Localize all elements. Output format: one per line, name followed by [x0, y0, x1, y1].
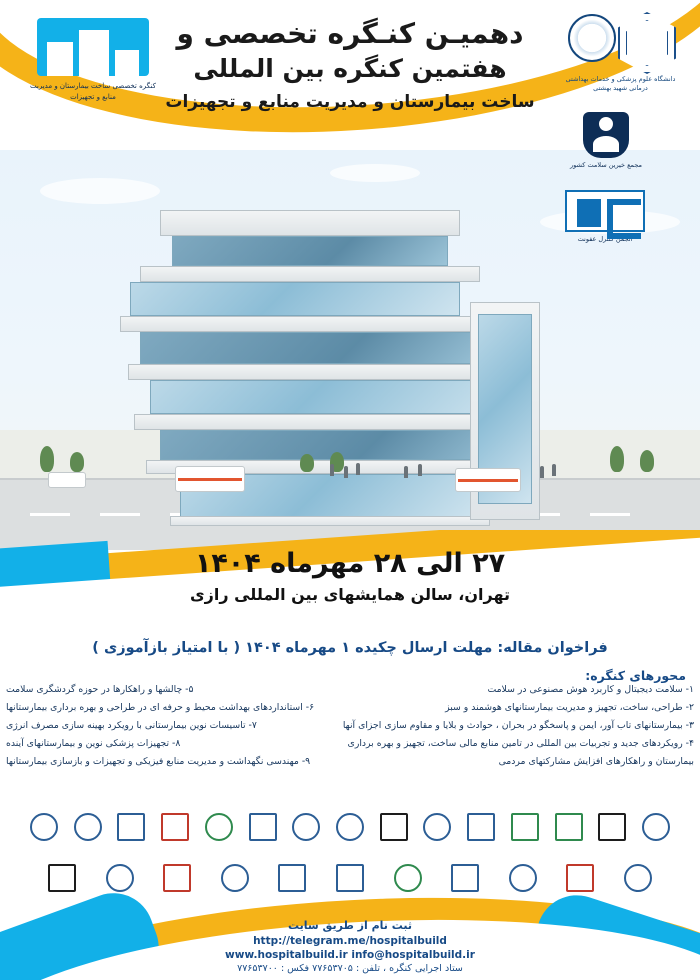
car-far-left	[48, 472, 86, 488]
sponsor-logo-shahid-beheshti	[634, 805, 678, 849]
telegram-link[interactable]: http://telegram.me/hospitalbuild	[253, 935, 447, 947]
title-line-3: ساخت بیمارستان و مدیریت منابع و تجهیزات	[165, 92, 535, 113]
call-for-papers: فراخوان مقاله: مهلت ارسال چکیده ۱ مهرماه ۱۴۰۴ ( با امتیاز بازآموزی )	[92, 640, 608, 656]
health-alliance-emblem-icon	[583, 112, 629, 158]
title-line-1: دهمیـن کنـگره تخصصی و	[176, 17, 524, 50]
topics-column-right	[342, 684, 694, 774]
topic-item: ۲- طراحی، ساخت، تجهیز و مدیریت بیمارستانهای هوشمند و سبز	[445, 702, 694, 714]
sponsor-logo-120	[109, 805, 153, 849]
topic-item: ۴- رویکردهای جدید و تجربیات بین المللی در تامین منابع مالی ساخت، تجهیز و بهره برداری	[347, 738, 694, 750]
sponsor-logo-moj	[591, 805, 635, 849]
topic-item: ۸- تجهیزات پزشکی نوین و بیمارستانهای آینده	[6, 738, 181, 750]
topics-column-left	[6, 684, 351, 774]
poster-title-block	[150, 16, 550, 112]
topic-item: ۷- تاسیسات نوین بیمارستانی با رویکرد بهینه سازی مصرف انرژی	[6, 720, 257, 732]
topic-item-continuation: بیمارستان و راهکارهای افزایش مشارکتهای مردمی	[498, 756, 694, 768]
website-link[interactable]: www.hospitalbuild.ir info@hospitalbuild.ir	[225, 949, 475, 961]
topics-heading: محورهای کنگره:	[585, 668, 686, 683]
congress-venue: تهران، سالن همایشهای بین المللی رازی	[189, 585, 511, 604]
infection-control-icon	[565, 190, 645, 232]
topic-item: ۱- سلامت دیجیتال و کاربرد هوش مصنوعی در سلامت	[487, 684, 694, 695]
sponsor-logo-diamond	[241, 805, 285, 849]
sponsor-logo-lizer	[547, 805, 591, 849]
sponsor-row-1	[22, 804, 678, 851]
university-hex-icon	[618, 12, 676, 74]
footer-text-block	[0, 919, 700, 974]
contact-info: ستاد اجرایی کنگره ، تلفن : ۷۷۶۵۳۷۰۵ فکس : ۷۷۶۵۳۷۰۰	[237, 963, 463, 974]
infection-control-label: انجمن کنترل عفونت	[577, 235, 633, 243]
poster-footer	[0, 890, 700, 980]
topic-item: ۵- چالشها و راهکارها در حوزه گردشگری سلامت	[6, 684, 194, 695]
hospital-building	[120, 210, 550, 490]
date-banner	[0, 530, 700, 650]
sponsor-logo-emblem-iran	[66, 805, 110, 849]
congress-logo	[28, 18, 158, 110]
ambulance-left	[175, 466, 245, 492]
sponsor-logo-aihcc	[459, 805, 503, 849]
sponsor-logo-green	[503, 805, 547, 849]
university-logo-label: دانشگاه علوم پزشکی و خدمات بهداشتی درمانی شهید بهشتی	[565, 74, 676, 92]
university-seal-icon	[568, 14, 616, 62]
congress-date: ۲۷ الی ۲۸ مهرماه ۱۴۰۴	[194, 548, 506, 579]
sponsor-logo-network	[284, 805, 328, 849]
congress-building-icon	[37, 18, 149, 76]
sponsor-logo-unhabitat	[416, 805, 460, 849]
health-alliance-label: مجمع خیرین سلامت کشور	[570, 161, 642, 169]
congress-logo-label: کنگره تخصصی ساخت بیمارستان و مدیریت منابع و تجهیزات	[30, 82, 156, 101]
date-text-block	[0, 548, 700, 604]
sponsor-logo-society	[328, 805, 372, 849]
topic-item: ۳- بیمارستانهای تاب آور، ایمن و پاسخگو در بحران ، حوادث و بلایا و مقاوم سازی اجزای آنها	[342, 720, 694, 732]
registration-label: ثبت نام از طریق سایت	[288, 919, 412, 932]
topic-item: ۶- استانداردهای بهداشت محیط و حرفه ای در طراحی و بهره برداری بیمارستانها	[6, 702, 315, 714]
health-alliance-logo	[567, 112, 645, 184]
title-line-2: هفتمین کنگره بین المللی	[193, 54, 507, 84]
ambulance-right	[455, 468, 521, 492]
sponsor-logo-leaf	[197, 805, 241, 849]
university-logo	[563, 10, 678, 95]
topic-item: ۹- مهندسی نگهداشت و مدیریت منابع فیزیکی و تجهیزات و بازسازی بیمارستانها	[6, 756, 311, 768]
sponsor-logo-standard	[22, 805, 66, 849]
sponsor-logo-ministry	[372, 805, 416, 849]
sponsor-logo-tp	[153, 805, 197, 849]
topics-section	[0, 684, 700, 792]
infection-control-logo	[560, 190, 650, 252]
